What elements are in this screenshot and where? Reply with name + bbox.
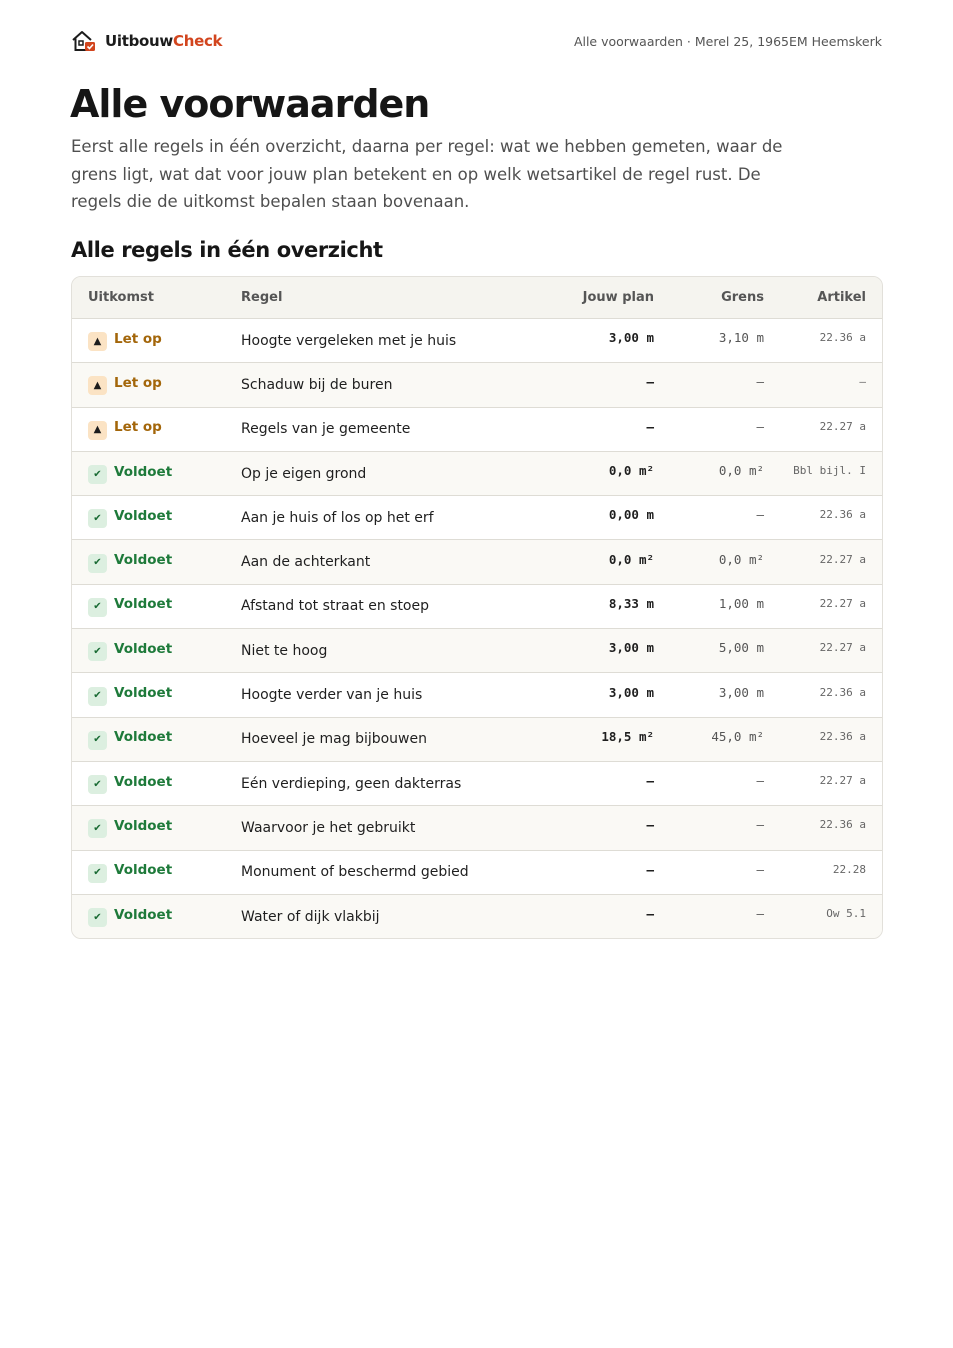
outcome-label: Let op	[114, 419, 162, 436]
brand-logo[interactable]	[71, 29, 222, 53]
limit-value: –	[756, 374, 764, 390]
limit-value: 1,00 m	[718, 595, 764, 611]
table-row	[72, 718, 882, 762]
rule-cell: Monument of beschermd gebied	[241, 864, 469, 881]
plan-value: –	[646, 374, 654, 390]
rule-cell: Waarvoor je het gebruikt	[241, 819, 416, 836]
check-icon: ✔	[88, 775, 107, 794]
outcome-cell	[72, 907, 241, 926]
plan-value: 3,00 m	[608, 640, 654, 656]
outcome-label: Voldoet	[114, 507, 173, 524]
article-value: 22.36 a	[819, 818, 866, 832]
rule-cell: Op je eigen grond	[241, 465, 367, 482]
table-row	[72, 408, 882, 452]
article-value: Bbl bijl. I	[793, 464, 866, 478]
limit-value: –	[756, 906, 764, 921]
column-header-article: Artikel	[817, 290, 866, 305]
outcome-label: Voldoet	[114, 685, 173, 702]
table-row	[72, 319, 882, 363]
table-row	[72, 851, 882, 895]
table-row	[72, 585, 882, 629]
column-header-plan: Jouw plan	[582, 290, 654, 305]
outcome-cell	[72, 420, 241, 439]
limit-value: –	[756, 773, 764, 789]
outcome-label: Voldoet	[114, 817, 173, 834]
plan-value: 0,0 m²	[608, 551, 654, 567]
limit-value: 0,0 m²	[718, 463, 764, 479]
page-header	[71, 28, 882, 54]
article-value: 22.36 a	[819, 685, 866, 699]
table-row	[72, 895, 882, 938]
warning-icon: ▲	[88, 332, 107, 351]
limit-value: 0,0 m²	[718, 551, 764, 567]
limit-value: 3,10 m	[718, 330, 764, 346]
overview-title: Alle regels in één overzicht	[71, 238, 383, 262]
limit-value: –	[756, 861, 764, 877]
rule-cell: Eén verdieping, geen dakterras	[241, 775, 462, 792]
table-header	[72, 277, 882, 319]
rule-cell: Hoogte vergeleken met je huis	[241, 332, 457, 349]
table-row	[72, 496, 882, 540]
article-value: 22.27 a	[819, 596, 866, 610]
plan-value: –	[646, 773, 654, 789]
outcome-cell	[72, 641, 241, 660]
outcome-cell	[72, 331, 241, 350]
outcome-label: Voldoet	[114, 463, 173, 480]
outcome-cell	[72, 863, 241, 882]
outcome-label: Voldoet	[114, 640, 173, 657]
rules-table	[71, 276, 883, 939]
limit-value: 5,00 m	[718, 640, 764, 656]
article-value: 22.27 a	[819, 774, 866, 788]
rule-cell: Regels van je gemeente	[241, 421, 411, 438]
outcome-cell	[72, 597, 241, 616]
check-icon: ✔	[88, 864, 107, 883]
limit-value: –	[756, 507, 764, 523]
outcome-cell	[72, 508, 241, 527]
brand-name-part2: Check	[172, 32, 223, 50]
page-title: Alle voorwaarden	[70, 82, 430, 126]
rule-cell: Aan de achterkant	[241, 554, 371, 571]
rule-cell: Niet te hoog	[241, 642, 328, 659]
rule-cell: Hoogte verder van je huis	[241, 687, 423, 704]
outcome-cell	[72, 464, 241, 483]
outcome-cell	[72, 375, 241, 394]
outcome-cell	[72, 774, 241, 793]
house-check-icon	[71, 29, 97, 53]
plan-value: –	[646, 817, 654, 833]
check-icon: ✔	[88, 819, 107, 838]
outcome-label: Voldoet	[114, 596, 173, 613]
warning-icon: ▲	[88, 376, 107, 395]
table-row	[72, 452, 882, 496]
outcome-label: Voldoet	[114, 552, 173, 569]
table-row	[72, 806, 882, 850]
warning-icon: ▲	[88, 421, 107, 440]
outcome-label: Voldoet	[114, 773, 173, 790]
article-value: 22.28	[832, 862, 866, 876]
article-value: 22.36 a	[819, 331, 866, 345]
plan-value: 0,0 m²	[608, 463, 654, 479]
plan-value: –	[646, 906, 654, 921]
rule-cell: Hoeveel je mag bijbouwen	[241, 731, 427, 748]
outcome-cell	[72, 818, 241, 837]
check-icon: ✔	[88, 687, 107, 706]
column-header-rule: Regel	[241, 290, 283, 305]
check-icon: ✔	[88, 908, 107, 927]
plan-value: –	[646, 418, 654, 434]
check-icon: ✔	[88, 465, 107, 484]
plan-value: 18,5 m²	[601, 728, 654, 744]
limit-value: –	[756, 817, 764, 833]
check-icon: ✔	[88, 731, 107, 750]
page-intro: Eerst alle regels in één overzicht, daarna per regel: wat we hebben gemeten, waar de grens ligt, wat dat voor jouw plan betekent en op welk wetsartikel de regel rust. De regels die de uitkomst bepalen staan bovenaan.	[71, 137, 783, 211]
plan-value: 8,33 m	[608, 595, 654, 611]
column-header-limit: Grens	[721, 290, 764, 305]
article-value: 22.36 a	[819, 508, 866, 522]
brand-name-part1: Uitbouw	[105, 32, 173, 50]
article-value: 22.27 a	[819, 552, 866, 566]
rule-cell: Water of dijk vlakbij	[241, 908, 380, 925]
outcome-cell	[72, 730, 241, 749]
outcome-label: Let op	[114, 330, 162, 347]
table-row	[72, 762, 882, 806]
rule-cell: Aan je huis of los op het erf	[241, 509, 434, 526]
plan-value: 3,00 m	[608, 684, 654, 700]
plan-value: 3,00 m	[608, 330, 654, 346]
check-icon: ✔	[88, 598, 107, 617]
article-value: Ow 5.1	[826, 907, 866, 920]
outcome-cell	[72, 686, 241, 705]
table-row	[72, 363, 882, 407]
plan-value: 0,00 m	[608, 507, 654, 523]
outcome-label: Voldoet	[114, 906, 173, 923]
rule-cell: Afstand tot straat en stoep	[241, 598, 429, 615]
limit-value: –	[756, 418, 764, 434]
outcome-cell	[72, 553, 241, 572]
article-value: –	[859, 375, 866, 389]
table-row	[72, 629, 882, 673]
column-header-outcome: Uitkomst	[88, 290, 154, 305]
table-row	[72, 673, 882, 717]
article-value: 22.36 a	[819, 729, 866, 743]
table-row	[72, 540, 882, 584]
limit-value: 3,00 m	[718, 684, 764, 700]
outcome-label: Let op	[114, 374, 162, 391]
brand-name	[105, 32, 222, 50]
rule-cell: Schaduw bij de buren	[241, 376, 393, 393]
table-body	[72, 319, 882, 938]
document-meta: Alle voorwaarden · Merel 25, 1965EM Heemskerk	[573, 33, 882, 49]
plan-value: –	[646, 861, 654, 877]
article-value: 22.27 a	[819, 641, 866, 655]
outcome-label: Voldoet	[114, 729, 173, 746]
article-value: 22.27 a	[819, 419, 866, 433]
outcome-label: Voldoet	[114, 862, 173, 879]
check-icon: ✔	[88, 642, 107, 661]
check-icon: ✔	[88, 554, 107, 573]
limit-value: 45,0 m²	[711, 728, 764, 744]
check-icon: ✔	[88, 509, 107, 528]
